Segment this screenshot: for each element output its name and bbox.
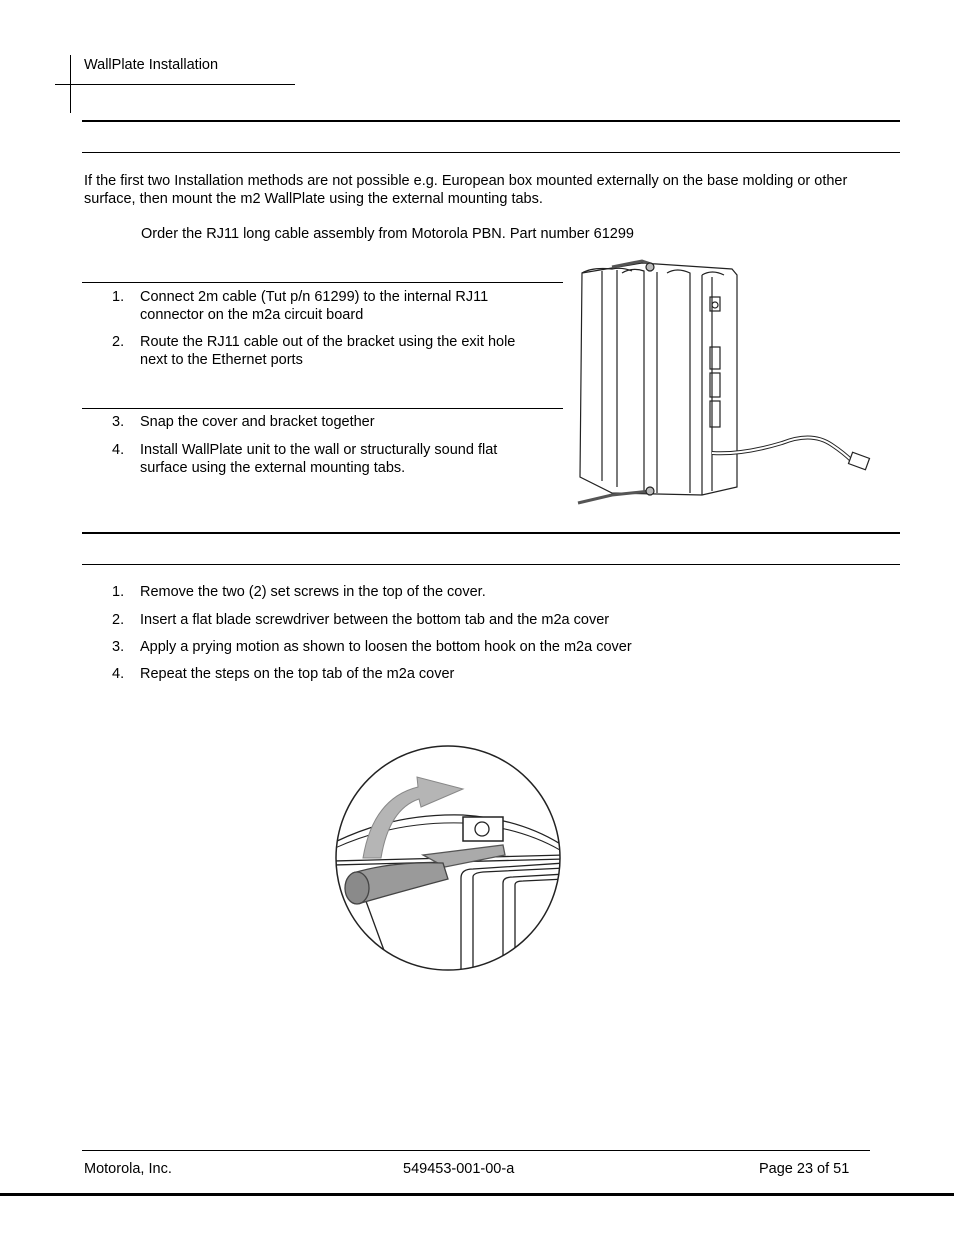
section-rule-thick-1 — [82, 120, 900, 122]
step-text: Snap the cover and bracket together — [140, 414, 375, 430]
step-number: 2. — [112, 334, 125, 350]
footer-company: Motorola, Inc. — [84, 1161, 172, 1177]
step-text: Connect 2m cable (Tut p/n 61299) to the internal RJ11 — [140, 289, 489, 305]
step-number: 3. — [112, 639, 125, 655]
footer-page-number: Page 23 of 51 — [759, 1161, 850, 1177]
pry-cover-illustration — [333, 743, 565, 975]
wallplate-illustration — [572, 255, 877, 510]
section-rule-thin-2 — [82, 564, 900, 565]
steps-rule-a — [82, 282, 563, 283]
footer-rule — [82, 1150, 870, 1151]
step-number: 1. — [112, 584, 125, 600]
step-number: 2. — [112, 612, 125, 628]
step-text: next to the Ethernet ports — [140, 352, 303, 368]
footer-doc-number: 549453-001-00-a — [403, 1161, 515, 1177]
step-number: 4. — [112, 442, 125, 458]
intro-paragraph: If the first two Installation methods are not possible e.g. European box mounted externally on the base molding or other surface, then mount the m2 WallPlate using the external mounting tabs. — [84, 173, 848, 207]
step-text: Apply a prying motion as shown to loosen the bottom hook on the m2a cover — [140, 639, 632, 655]
step-text: connector on the m2a circuit board — [140, 307, 364, 323]
step-text: surface using the external mounting tabs. — [140, 460, 406, 476]
step-text: Repeat the steps on the top tab of the m2a cover — [140, 666, 455, 682]
step-text: Route the RJ11 cable out of the bracket using the exit hole — [140, 334, 516, 350]
steps-rule-b — [82, 408, 563, 409]
step-number: 4. — [112, 666, 125, 682]
step-number: 3. — [112, 414, 125, 430]
footer-bottom-rule — [0, 1193, 954, 1196]
step-text: Insert a flat blade screwdriver between the bottom tab and the m2a cover — [140, 612, 610, 628]
cable-note: Order the RJ11 long cable assembly from Motorola PBN. Part number 61299 — [141, 226, 634, 242]
crop-mark-horizontal — [55, 84, 295, 85]
step-number: 1. — [112, 289, 125, 305]
step-text: Install WallPlate unit to the wall or structurally sound flat — [140, 442, 498, 458]
section-title: WallPlate Installation — [84, 57, 219, 73]
section-rule-thick-2 — [82, 532, 900, 534]
section-rule-thin-1 — [82, 152, 900, 153]
step-text: Remove the two (2) set screws in the top of the cover. — [140, 584, 486, 600]
